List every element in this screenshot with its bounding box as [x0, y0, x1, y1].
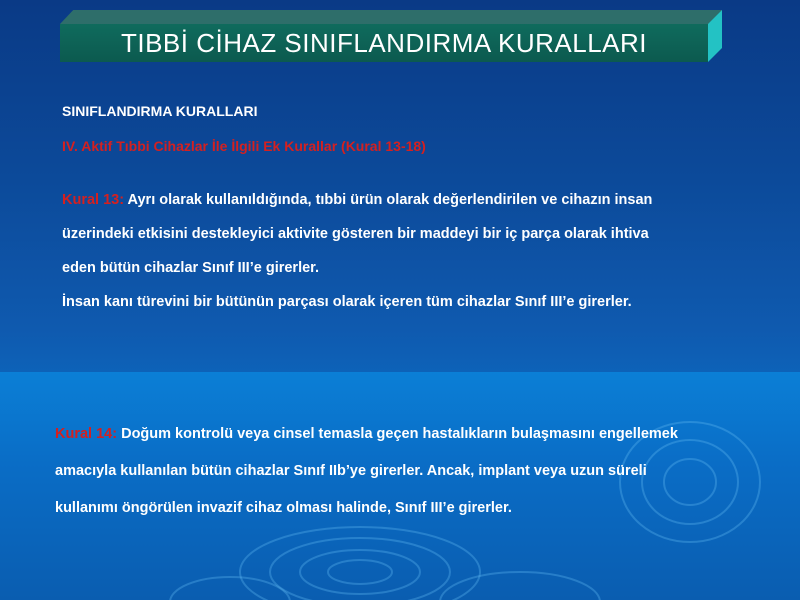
- kural-13-paragraph: [62, 189, 652, 324]
- section-subheading: IV. Aktif Tıbbi Cihazlar İle İlgili Ek Kurallar (Kural 13-18): [62, 138, 426, 154]
- kural-13-text-1: Ayrı olarak kullanıldığında, tıbbi ürün olarak değerlendirilen ve cihazın insan: [124, 192, 653, 208]
- kural-14-line-3: kullanımı öngörülen invazif cihaz olması halinde, Sınıf III’e girerler.: [55, 500, 512, 516]
- kural-14-label: Kural 14:: [55, 426, 118, 442]
- kural-14-line-1: [55, 423, 678, 460]
- kural-13-line-2: üzerindeki etkisini destekleyici aktivite gösteren bir maddeyi bir iç parça olarak ihtiva: [62, 226, 649, 242]
- slide-title: TIBBİ CİHAZ SINIFLANDIRMA KURALLARI: [60, 24, 708, 62]
- section-heading: SINIFLANDIRMA KURALLARI: [62, 103, 258, 119]
- kural-14-line-2: amacıyla kullanılan bütün cihazlar Sınıf IIb’ye girerler. Ancak, implant veya uzun süreli: [55, 463, 647, 479]
- banner-top-face: [60, 10, 722, 24]
- kural-13-label: Kural 13:: [62, 192, 125, 208]
- kural-14-text-1: Doğum kontrolü veya cinsel temasla geçen hastalıkların bulaşmasını engellemek: [117, 426, 678, 442]
- kural-14-paragraph: [55, 423, 678, 534]
- kural-13-line-1: [62, 189, 652, 223]
- title-banner: [60, 10, 722, 62]
- kural-13-line-4: İnsan kanı türevini bir bütünün parçası olarak içeren tüm cihazlar Sınıf III’e girerler.: [62, 294, 632, 310]
- kural-13-line-3: eden bütün cihazlar Sınıf III’e girerler.: [62, 260, 320, 276]
